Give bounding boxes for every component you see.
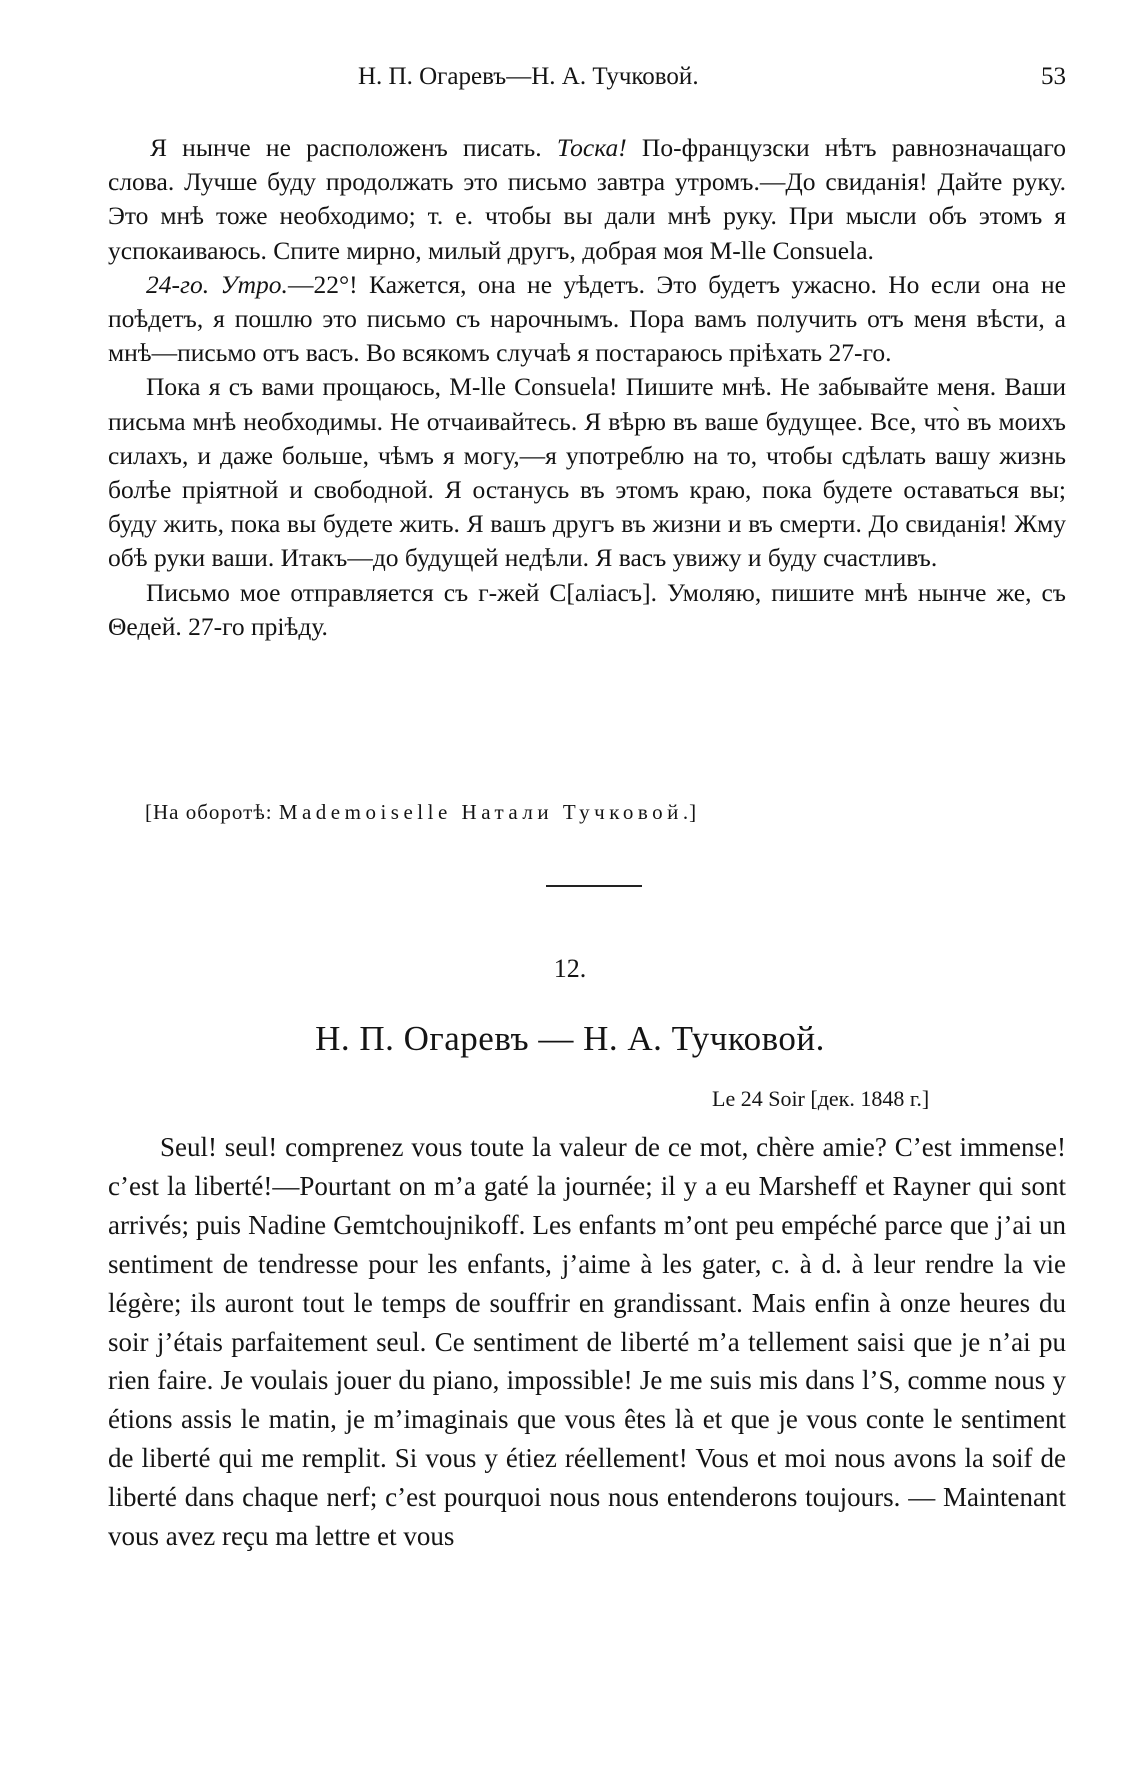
address-prefix: [На оборотѣ: [145, 800, 279, 824]
date-heading: 24-го. Утро. [146, 269, 288, 299]
emphasis-text: Тоска! [556, 133, 627, 162]
letter-number: 12. [553, 954, 587, 983]
running-title: Н. П. Огаревъ—Н. А. Тучковой. [358, 63, 699, 90]
letter-12-body [108, 1128, 1066, 1556]
text-run: Я нынче не расположенъ писать. [150, 133, 557, 162]
letter-11-body [108, 131, 1066, 644]
page-number: 53 [1041, 63, 1066, 90]
address-suffix: .] [682, 800, 698, 824]
paragraph [108, 131, 1066, 268]
address-name: Mademoiselle Натали Тучковой [278, 800, 683, 824]
paragraph: Письмо мое отправляется съ г-жей С[аліасъ]. Умоляю, пишите мнѣ нынче же, съ Θедей. 27-го пріѣду. [108, 577, 1066, 641]
text-run: —22°! Кажется, она не уѣдетъ. Это будетъ ужасно. Но если она не поѣдетъ, я пошлю это письмо съ нарочнымъ. Пора вамъ получить отъ меня вѣсти, а мнѣ—письмо отъ васъ. Во всякомъ случаѣ я постараюсь пріѣхать 27-го. [108, 269, 1066, 368]
paragraph [108, 268, 1066, 371]
paragraph: Пока я съ вами прощаюсь, M-lle Consuela! Пишите мнѣ. Не забывайте меня. Ваши письма мнѣ необходимы. Не отчаивайтесь. Я вѣрю въ ваше будущее. Все, что̀ въ моихъ силахъ, и даже больше, чѣмъ я могу,—я употреблю на то, чтобы сдѣлать вашу жизнь болѣе пріятной и свободной. Я останусь въ этомъ краю, пока будете оставаться вы; буду жить, пока вы будете жить. Я вашъ другъ въ жизни и въ смерти. До свиданія! Жму обѣ руки ваши. Итакъ—до будущей недѣли. Я васъ увижу и буду счастливъ. [108, 372, 1066, 573]
envelope-address [145, 800, 697, 825]
text-run: По-французски нѣтъ равнозначащаго слова. Лучше буду продолжать это письмо завтра утромъ.—До свиданія! Дайте руку. Это мнѣ тоже необходимо; т. е. чтобы вы дали мнѣ руку. При мысли объ этомъ я успокаиваюсь. Спите мирно, милый другъ, добрая моя M-lle Consuela. [108, 133, 1066, 265]
paragraph: Seul! seul! comprenez vous toute la valeur de ce mot, chère amie? C’est immense! c’est la liberté!—Pourtant on m’a gaté la journée; il y a eu Marsheff et Rayner qui sont arrivés; puis Nadine Gemtchoujnikoff. Les enfants m’ont peu empéché parce que j’ai un sentiment de tendresse pour les enfants, j’aime à les gater, c. à d. à leur rendre la vie légère; ils auront tout le temps de souffrir en grandissant. Mais enfin à onze heures du soir j’étais parfaitement seul. Ce sentiment de liberté m’a tellement saisi que je n’ai pu rien faire. Je voulais jouer du piano, impossible! Je me suis mis dans l’S, comme nous y étions assis le matin, je m’imaginais que vous êtes là et que je vous conte le sentiment de liberté qui me remplit. Si vous y étiez réellement! Vous et moi nous avons la soif de liberté dans chaque nerf; c’est pourquoi nous nous entenderons toujours. — Maintenant vous avez reçu ma lettre et vous [108, 1132, 1066, 1552]
section-divider [546, 885, 642, 887]
letter-dateline: Le 24 Soir [дек. 1848 г.] [712, 1086, 930, 1111]
letter-title: Н. П. Огаревъ — Н. А. Тучковой. [315, 1019, 825, 1058]
